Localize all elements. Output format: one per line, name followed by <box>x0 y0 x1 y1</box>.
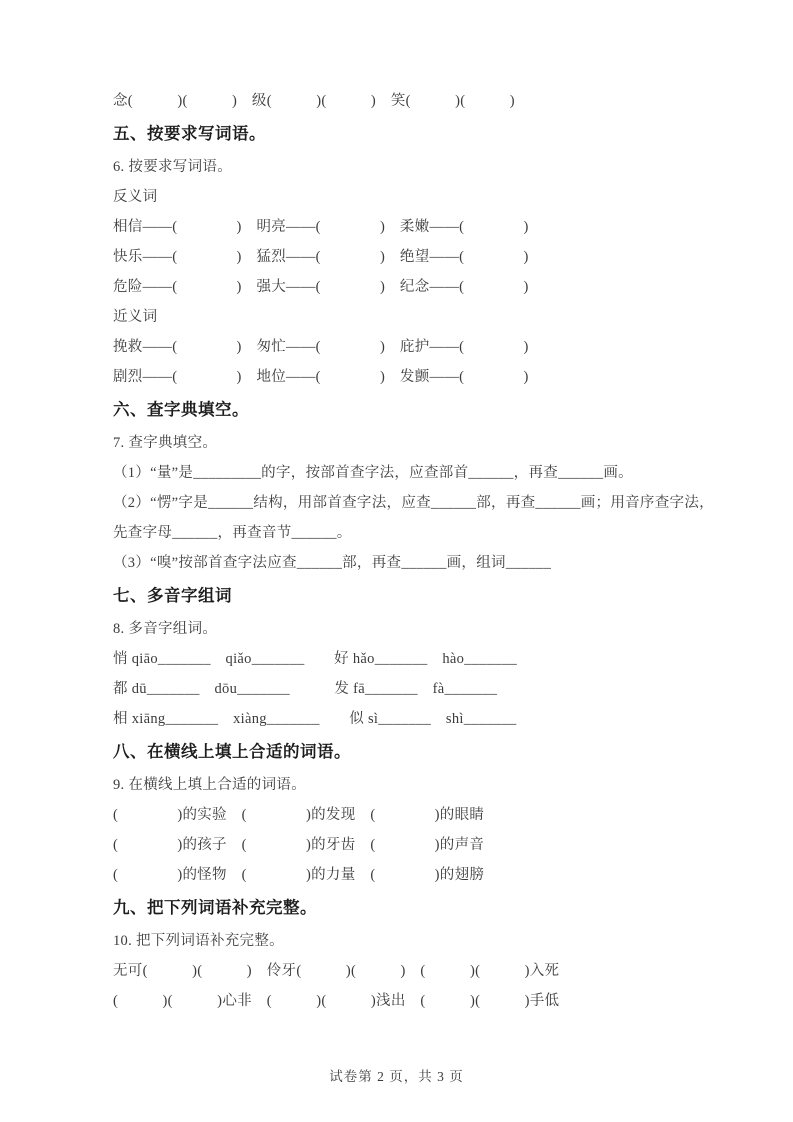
section-6-heading: 六、查字典填空。 <box>113 401 249 419</box>
dictionary-item-3: （3）“嗅”按部首查字法应查______部，再查______画，组词______ <box>113 555 552 571</box>
carryover-blank-line: 念( )( ) 级( )( ) 笑( )( ) <box>113 93 515 109</box>
polyphone-row-1: 悄 qiāo_______ qiǎo_______ 好 hǎo_______ hào_______ <box>113 651 518 667</box>
complete-idiom-row-1: 无可( )( ) 伶牙( )( ) ( )( )入死 <box>113 963 560 979</box>
fill-word-row-3: ( )的怪物 ( )的力量 ( )的翅膀 <box>113 867 485 883</box>
complete-idiom-row-2: ( )( )心非 ( )( )浅出 ( )( )手低 <box>113 993 560 1009</box>
section-8-heading: 八、在横线上填上合适的词语。 <box>113 743 351 761</box>
question-6-label: 6. 按要求写词语。 <box>113 159 232 175</box>
dictionary-item-1: （1）“量”是_________的字，按部首查字法，应查部首______，再查______画。 <box>113 465 633 481</box>
antonyms-label: 反义词 <box>113 189 158 205</box>
dictionary-item-2-line-2: 先查字母______，再查音节______。 <box>113 525 352 541</box>
dictionary-item-2-line-1: （2）“愣”字是______结构，用部首查字法，应查______部，再查______画；用音序查字法， <box>113 495 714 511</box>
polyphone-row-2: 都 dū_______ dōu_______ 发 fā_______ fà_______ <box>113 681 498 697</box>
fill-word-row-2: ( )的孩子 ( )的牙齿 ( )的声音 <box>113 837 485 853</box>
synonym-row-1: 挽救——( ) 匆忙——( ) 庇护——( ) <box>113 339 529 355</box>
question-10-label: 10. 把下列词语补充完整。 <box>113 933 284 949</box>
section-7-heading: 七、多音字组词 <box>113 587 232 605</box>
section-5-heading: 五、按要求写词语。 <box>113 125 266 143</box>
section-9-heading: 九、把下列词语补充完整。 <box>113 899 317 917</box>
page-footer: 试卷第 2 页，共 3 页 <box>329 1069 464 1084</box>
question-8-label: 8. 多音字组词。 <box>113 621 218 637</box>
antonym-row-3: 危险——( ) 强大——( ) 纪念——( ) <box>113 279 529 295</box>
synonyms-label: 近义词 <box>113 309 158 325</box>
antonym-row-1: 相信——( ) 明亮——( ) 柔嫩——( ) <box>113 219 529 235</box>
question-9-label: 9. 在横线上填上合适的词语。 <box>113 777 306 793</box>
exam-content <box>113 86 719 1016</box>
polyphone-row-3: 相 xiāng_______ xiàng_______ 似 sì_______ shì_______ <box>113 711 517 727</box>
antonym-row-2: 快乐——( ) 猛烈——( ) 绝望——( ) <box>113 249 529 265</box>
question-7-label: 7. 查字典填空。 <box>113 435 218 451</box>
fill-word-row-1: ( )的实验 ( )的发现 ( )的眼睛 <box>113 807 485 823</box>
synonym-row-2: 剧烈——( ) 地位——( ) 发颤——( ) <box>113 369 529 385</box>
